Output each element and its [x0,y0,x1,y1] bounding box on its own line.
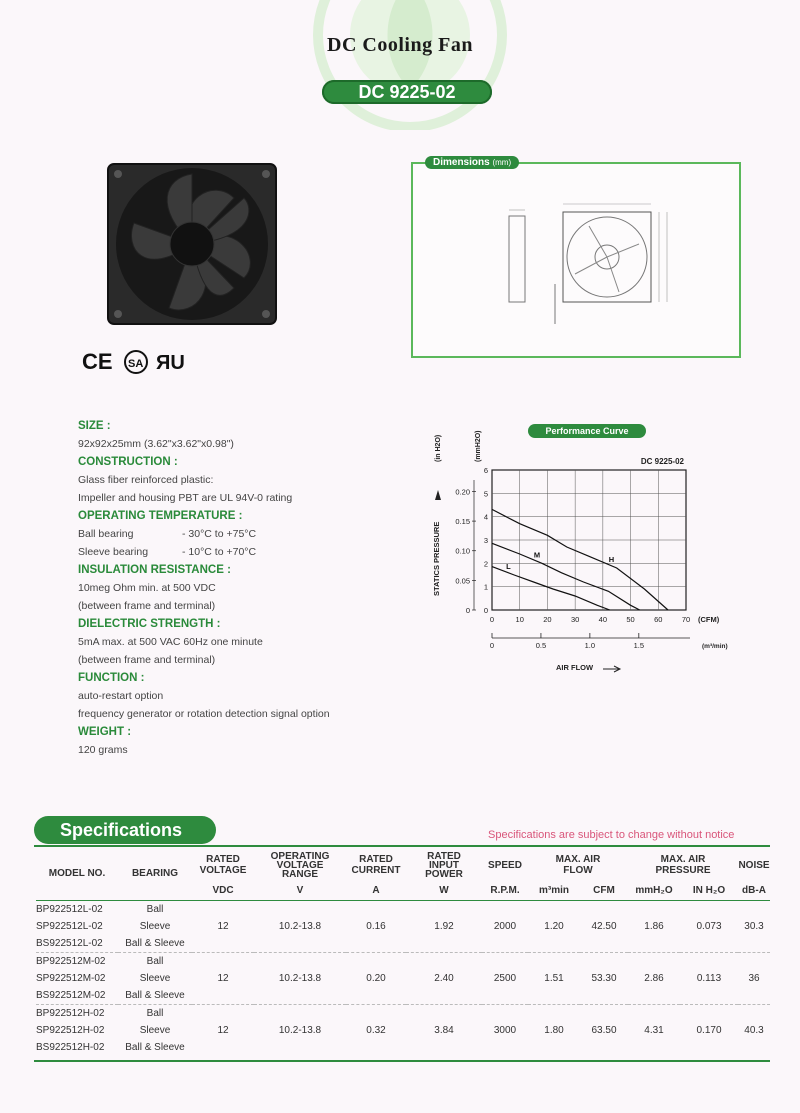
table-units-row: VDC V A W R.P.M. m³min CFM mmH₂O IN H₂O dB-A [36,882,770,900]
svg-text:SA: SA [128,358,144,370]
bearing-cell: Ball [118,1004,192,1022]
model-cell: SP922512L-02 [36,920,103,932]
power-cell: 3.84 [406,1004,482,1056]
spec-list [78,414,418,756]
x-axis-label: AIR FLOW [556,663,594,672]
spec-heading: INSULATION RESISTANCE : [78,564,231,576]
noise-cell: 30.3 [744,920,764,932]
press-mm-cell: 1.86 [644,920,664,932]
press-in-cell: 0.170 [680,1004,738,1056]
header-noise: NOISE [738,859,770,871]
spec-line: (between frame and terminal) [78,600,216,612]
x-tick-label: 0 [489,615,495,624]
spec-heading: OPERATING TEMPERATURE : [78,510,243,522]
x-unit-m3: (m³/min) [702,643,728,650]
spec-table [36,848,770,1056]
table-header-row [36,848,770,882]
y-axis-label: STATICS PRESSURE [432,521,441,596]
spec-heading: SIZE : [78,420,111,432]
y-tick-label-mm: 1 [483,582,488,592]
model-cell: BP922512H-02 [36,1004,118,1022]
series-line-l [492,567,610,610]
flow-cfm-cell: 53.30 [580,952,628,1004]
chart-title: Performance Curve [545,426,629,436]
range-cell: 10.2-13.8 [254,952,346,1004]
y-tick-label-mm: 4 [483,512,488,522]
y-tick-label-mm: 5 [483,489,488,499]
speed-cell: 3000 [482,1004,528,1056]
header-voltage: RATED VOLTAGE [199,854,247,876]
bearing-cell: Sleeve [139,972,171,984]
range-cell: 10.2-13.8 [254,1004,346,1056]
spec-line: 120 grams [78,744,128,756]
press-in-cell: 0.113 [680,952,738,1004]
specifications-title: Specifications [34,816,216,844]
x-tick-label: 50 [626,615,635,624]
spec-line: Glass fiber reinforced plastic: [78,474,214,486]
model-cell: SP922512H-02 [36,1024,105,1036]
spec-line: frequency generator or rotation detection signal option [78,708,330,720]
header-bearing: BEARING [131,868,179,880]
model-cell: BP922512M-02 [36,952,118,970]
model-cell: BP922512L-02 [36,903,103,915]
model-cell: BS922512M-02 [36,989,106,1001]
voltage-cell: 12 [192,952,254,1004]
fan-photo [104,158,280,330]
x-tick-label: 70 [681,615,691,624]
y-tick-label-mm: 3 [483,536,488,545]
voltage-cell: 12 [192,1004,254,1056]
x-unit-cfm: (CFM) [698,615,720,624]
spec-line: Impeller and housing PBT are UL 94V-0 rating [78,492,293,504]
y-tick-label-mm: 2 [483,559,488,569]
watermark-logo [300,0,520,130]
spec-line: auto-restart option [78,690,164,702]
svg-text:ЯU: ЯU [156,352,185,374]
bearing-cell: Sleeve [139,1024,171,1036]
y-tick-label-in: 0 [465,606,470,615]
spec-line: 10meg Ohm min. at 500 VDC [78,582,216,594]
header-pressure: MAX. AIR PRESSURE [655,854,711,876]
spec-heading: DIELECTRIC STRENGTH : [78,618,221,630]
header-speed: SPEED [488,859,522,871]
header-power: RATED INPUT POWER [425,850,463,880]
bearing-cell: Ball & Sleeve [125,937,185,949]
y-tick-label-in: 0.20 [455,487,470,497]
speed-cell: 2000 [493,920,517,932]
series-line-m [492,543,640,610]
power-cell: 1.92 [434,920,454,932]
x-tick-label-m3: 1.5 [633,641,645,650]
x-tick-label: 40 [598,615,608,624]
model-badge: DC 9225-02 [322,80,492,104]
header-airflow: MAX. AIR FLOW [555,854,601,876]
table-row [36,1004,770,1022]
x-tick-label-m3: 0.5 [535,641,547,650]
y-tick-label-mm: 0 [483,606,488,615]
spec-heading: FUNCTION : [78,672,145,684]
current-cell: 0.20 [346,952,406,1004]
bearing-cell: Ball & Sleeve [125,1041,185,1053]
bearing-cell: Ball & Sleeve [125,989,185,1001]
bearing-cell: Ball [146,903,164,915]
table-row [36,900,770,918]
model-cell: BS922512L-02 [36,937,103,949]
x-tick-label: 10 [515,615,524,624]
x-tick-label: 30 [570,615,580,624]
noise-cell: 36 [738,952,770,1004]
current-cell: 0.32 [346,1004,406,1056]
series-label-m: M [533,550,541,560]
noise-cell: 40.3 [738,1004,770,1056]
page-title: DC Cooling Fan [327,34,473,56]
flow-cfm-cell: 63.50 [580,1004,628,1056]
flow-m3-cell: 1.80 [528,1004,580,1056]
spec-pair: Ball bearing - 30°C to +75°C [78,528,257,540]
spec-table-body [36,900,770,1056]
series-label-l: L [506,562,511,571]
y-unit-mm: (mmH2O) [475,430,482,462]
y-unit-in: (in H2O) [435,434,442,462]
power-cell: 2.40 [406,952,482,1004]
divider [34,845,770,847]
dimensions-tag: Dimensions (mm) [425,156,519,169]
press-mm-cell: 2.86 [628,952,680,1004]
series-line-h [492,509,668,610]
header-current: RATED CURRENT [351,854,401,876]
bearing-cell: Sleeve [139,920,171,932]
header-model: MODEL NO. [48,868,106,880]
x-tick-label-m3: 1.0 [584,641,596,650]
spec-heading: WEIGHT : [78,726,132,738]
spec-pair: Sleeve bearing - 10°C to +70°C [78,546,257,558]
speed-cell: 2500 [482,952,528,1004]
y-tick-label-in: 0.10 [455,546,470,556]
x-tick-label: 60 [654,615,663,624]
range-cell: 10.2-13.8 [278,920,322,932]
model-cell: SP922512M-02 [36,972,106,984]
current-cell: 0.16 [366,920,386,932]
spec-line: 5mA max. at 500 VAC 60Hz one minute [78,636,263,648]
x-tick-label-m3: 0 [489,641,495,650]
flow-cfm-cell: 42.50 [591,920,617,932]
svg-text:CE: CE [82,349,113,374]
x-tick-label: 20 [543,615,552,624]
chart-subtitle: DC 9225-02 [640,457,684,466]
dimensions-panel [411,157,741,358]
flow-m3-cell: 1.20 [544,920,564,932]
voltage-cell: 12 [217,920,229,932]
press-in-cell: 0.073 [696,920,722,932]
dimension-drawing [413,164,739,356]
y-tick-label-in: 0.05 [455,576,470,586]
divider [34,1060,770,1062]
x-axis-arrow [603,666,620,672]
spec-heading: CONSTRUCTION : [78,456,178,468]
y-tick-label-mm: 6 [483,466,488,475]
header-range: OPERATING VOLTAGE RANGE [270,850,330,880]
flow-m3-cell: 1.51 [528,952,580,1004]
table-row [36,952,770,970]
series-label-h: H [608,555,615,564]
y-axis-arrow [435,490,441,500]
bearing-cell: Ball [118,952,192,970]
performance-chart [428,420,748,690]
spec-line: (between frame and terminal) [78,654,216,666]
y-tick-label-in: 0.15 [455,517,470,527]
certification-icons [82,347,192,377]
model-cell: BS922512H-02 [36,1041,105,1053]
spec-line: 92x92x25mm (3.62"x3.62"x0.98") [78,438,234,450]
press-mm-cell: 4.31 [628,1004,680,1056]
specifications-note: Specifications are subject to change without notice [488,829,735,841]
